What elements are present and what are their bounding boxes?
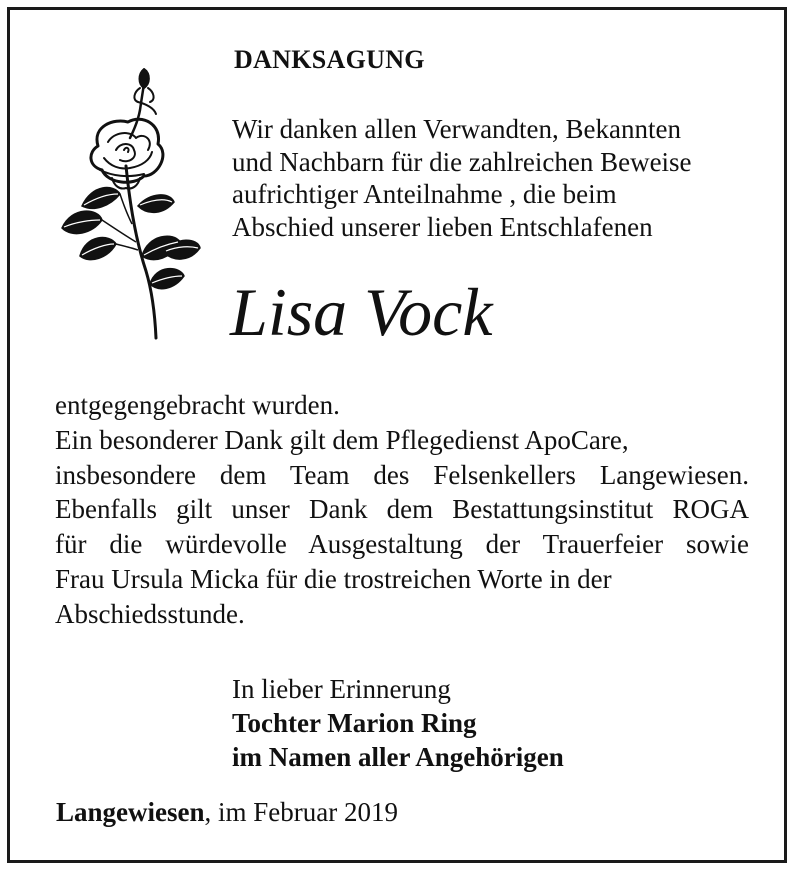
body-line: insbesondere dem Team des Felsenkellers Langewiesen. bbox=[55, 459, 749, 490]
intro-line: Wir danken allen Verwandten, Bekannten bbox=[232, 114, 682, 144]
signer-name: Tochter Marion Ring bbox=[232, 708, 477, 738]
intro-line: Abschied unserer lieben Entschlafenen bbox=[232, 211, 653, 242]
heading: DANKSAGUNG bbox=[234, 45, 425, 74]
obituary-card bbox=[7, 7, 787, 863]
deceased-name: Lisa Vock bbox=[230, 274, 493, 350]
place-name: Langewiesen bbox=[56, 797, 205, 827]
place-date bbox=[56, 795, 398, 829]
closing-line: In lieber Erinnerung bbox=[232, 674, 451, 704]
body-line: Frau Ursula Micka für die trostreichen Worte in der bbox=[55, 563, 612, 594]
intro-line: und Nachbarn für die zahlreichen Beweise bbox=[232, 146, 692, 177]
intro-line: aufrichtiger Anteilnahme , die beim bbox=[232, 179, 617, 209]
body-text bbox=[55, 388, 749, 632]
body-line: Abschiedsstunde. bbox=[55, 598, 245, 629]
intro-text bbox=[232, 113, 692, 243]
date-text: , im Februar 2019 bbox=[204, 797, 398, 827]
body-line: Ebenfalls gilt unser Dank dem Bestattungsinstitut ROGA bbox=[55, 494, 749, 525]
body-line: Ein besonderer Dank gilt dem Pflegedienst ApoCare, bbox=[55, 424, 629, 455]
signer-note: im Namen aller Angehörigen bbox=[232, 742, 564, 772]
rose-icon bbox=[58, 66, 203, 341]
body-line: entgegengebracht wurden. bbox=[55, 390, 340, 420]
closing-signature bbox=[232, 672, 564, 774]
body-line: für die würdevolle Ausgestaltung der Trauerfeier sowie bbox=[55, 529, 749, 560]
